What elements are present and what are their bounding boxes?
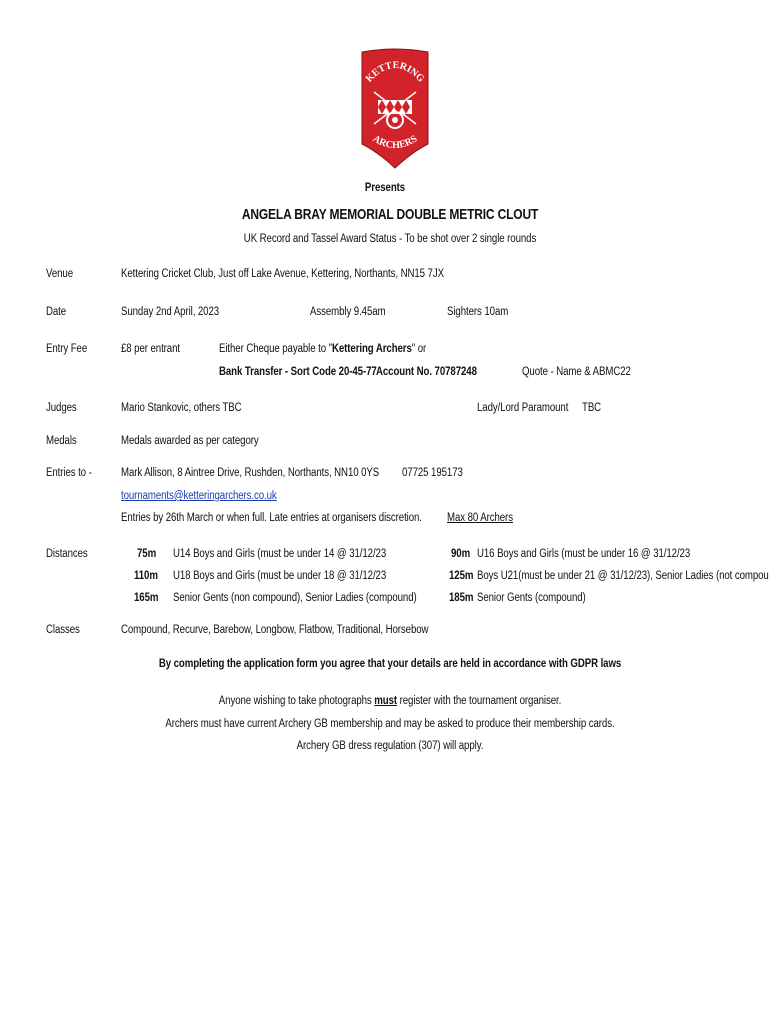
entry-fee-amount: £8 per entrant <box>121 343 180 355</box>
payment-suffix: " or <box>411 343 427 355</box>
payment-line <box>219 343 426 355</box>
presents-text: Presents <box>364 182 406 194</box>
payment-prefix: Either Cheque payable to " <box>219 343 332 355</box>
venue-label: Venue <box>46 268 73 280</box>
gdpr-notice: By completing the application form you agree that your details are held in accordance with GDPR laws <box>158 658 622 670</box>
paramount-label: Lady/Lord Paramount <box>477 402 569 414</box>
entries-address: Mark Allison, 8 Aintree Drive, Rushden, Northants, NN10 0YS <box>121 467 380 479</box>
membership-note: Archers must have current Archery GB membership and may be asked to produce their membership cards. <box>165 718 615 730</box>
logo-bottom-text: ARCHERS <box>370 133 420 152</box>
max-archers: Max 80 Archers <box>447 512 513 524</box>
distance-right-1-desc: U16 Boys and Girls (must be under 16 @ 31/12/23 <box>477 548 691 560</box>
classes-label: Classes <box>46 624 80 636</box>
distance-left-1-desc: U14 Boys and Girls (must be under 14 @ 31/12/23 <box>173 548 387 560</box>
entries-deadline: Entries by 26th March or when full. Late entries at organisers discretion. <box>121 512 422 524</box>
medals-value: Medals awarded as per category <box>121 435 259 447</box>
distance-left-2: 110m <box>134 570 158 582</box>
photo-note-must: must <box>374 695 398 707</box>
dress-note: Archery GB dress regulation (307) will apply. <box>296 740 484 752</box>
bank-transfer: Bank Transfer - Sort Code 20-45-77 <box>219 366 377 378</box>
sighters-time: Sighters 10am <box>447 306 509 318</box>
date-value: Sunday 2nd April, 2023 <box>121 306 220 318</box>
payee-name: Kettering Archers <box>331 343 412 355</box>
kettering-archers-logo <box>360 48 430 170</box>
logo-top-text: KETTERING <box>363 59 427 85</box>
account-number: Account No. 70787248 <box>376 366 477 378</box>
distance-left-1: 75m <box>137 548 157 560</box>
assembly-time: Assembly 9.45am <box>310 306 386 318</box>
paramount-value: TBC <box>582 402 602 414</box>
date-label: Date <box>46 306 67 318</box>
distances-label: Distances <box>46 548 88 560</box>
distance-right-2-desc: Boys U21(must be under 21 @ 31/12/23), Senior Ladies (not compou <box>477 570 769 582</box>
distance-left-3-desc: Senior Gents (non compound), Senior Ladies (compound) <box>173 592 417 604</box>
medals-label: Medals <box>46 435 77 447</box>
venue-value: Kettering Cricket Club, Just off Lake Avenue, Kettering, Northants, NN15 7JX <box>121 268 444 280</box>
entries-label: Entries to - <box>46 467 92 479</box>
classes-value: Compound, Recurve, Barebow, Longbow, Flatbow, Traditional, Horsebow <box>121 624 429 636</box>
distance-right-3: 185m <box>449 592 474 604</box>
distance-left-3: 165m <box>134 592 159 604</box>
distance-right-2: 125m <box>449 570 474 582</box>
distance-right-1: 90m <box>451 548 471 560</box>
judges-value: Mario Stankovic, others TBC <box>121 402 242 414</box>
distance-right-3-desc: Senior Gents (compound) <box>477 592 586 604</box>
photo-note-suffix: register with the tournament organiser. <box>397 695 562 707</box>
entries-phone: 07725 195173 <box>402 467 463 479</box>
page-title: ANGELA BRAY MEMORIAL DOUBLE METRIC CLOUT <box>241 206 539 223</box>
payment-quote: Quote - Name & ABMC22 <box>522 366 631 378</box>
subtitle: UK Record and Tassel Award Status - To be shot over 2 single rounds <box>243 233 537 245</box>
photo-note-prefix: Anyone wishing to take photographs <box>218 695 375 707</box>
distance-left-2-desc: U18 Boys and Girls (must be under 18 @ 31/12/23 <box>173 570 387 582</box>
photo-note <box>62 695 717 707</box>
entries-email-link[interactable]: tournaments@ketteringarchers.co.uk <box>121 490 277 502</box>
entry-fee-label: Entry Fee <box>46 343 88 355</box>
judges-label: Judges <box>46 402 77 414</box>
